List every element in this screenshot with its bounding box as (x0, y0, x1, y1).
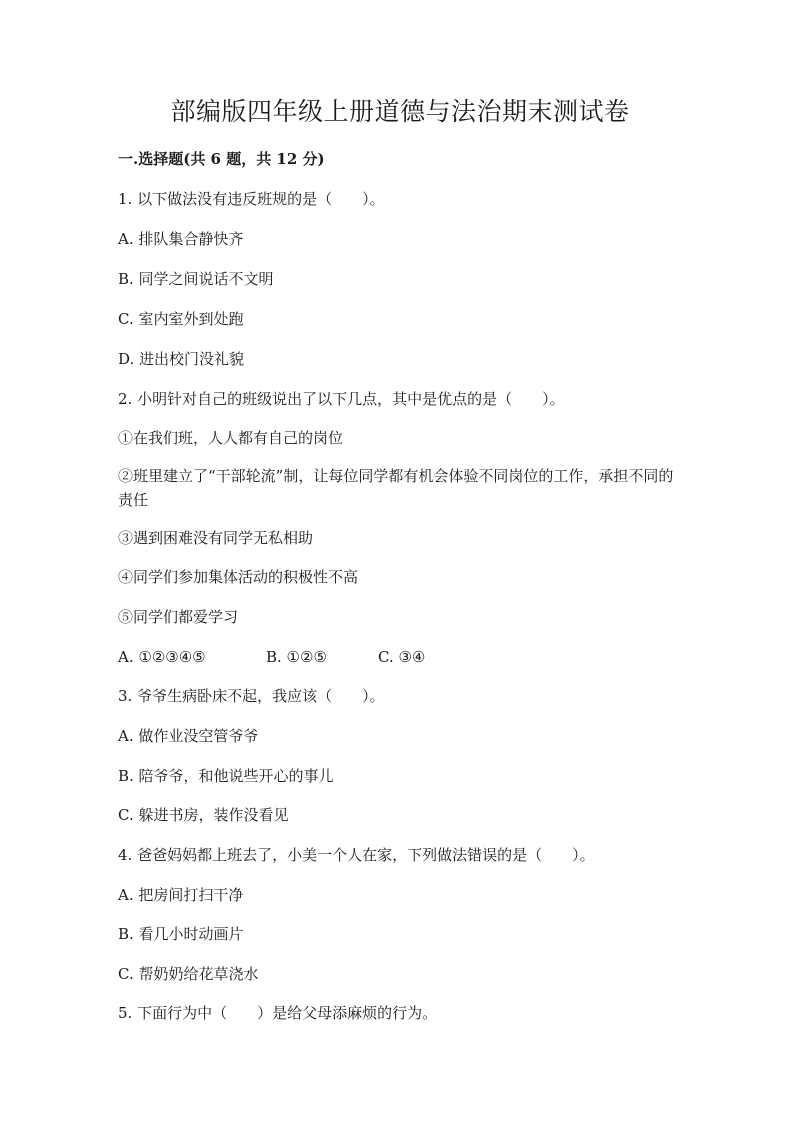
question-2-statement-2: ②班里建立了“干部轮流”制，让每位同学都有机会体验不同岗位的工作，承担不同的责任 (118, 467, 674, 509)
question-2-statement-1: ①在我们班，人人都有自己的岗位 (118, 429, 344, 447)
question-2-option-b: B. ①②⑤ (266, 648, 327, 666)
question-2-statement-5: ⑤同学们都爱学习 (118, 608, 239, 626)
question-1-option-c: C. 室内室外到处跑 (118, 310, 244, 328)
question-1-option-b: B. 同学之间说话不文明 (118, 270, 274, 288)
question-2-option-a: A. ①②③④⑤ (118, 648, 206, 666)
question-1-stem: 1. 以下做法没有违反班规的是（ ）。 (118, 190, 385, 208)
question-2-stem: 2. 小明针对自己的班级说出了以下几点，其中是优点的是（ ）。 (118, 390, 565, 408)
question-3-option-b: B. 陪爷爷，和他说些开心的事儿 (118, 767, 334, 785)
section-heading: 一.选择题(共 6 题，共 12 分) (118, 150, 325, 168)
question-2-statement-4: ④同学们参加集体活动的积极性不高 (118, 568, 359, 586)
question-4-option-b: B. 看几小时动画片 (118, 925, 244, 943)
question-2-option-c: C. ③④ (378, 648, 426, 666)
question-4-option-a: A. 把房间打扫干净 (118, 886, 244, 904)
question-4-option-c: C. 帮奶奶给花草浇水 (118, 965, 259, 983)
question-3-stem: 3. 爷爷生病卧床不起，我应该（ ）。 (118, 687, 385, 705)
question-5-stem: 5. 下面行为中（ ）是给父母添麻烦的行为。 (118, 1004, 438, 1022)
page-title: 部编版四年级上册道德与法治期末测试卷 (170, 97, 630, 126)
question-1-option-a: A. 排队集合静快齐 (118, 230, 244, 248)
question-4-stem: 4. 爸爸妈妈都上班去了，小美一个人在家，下列做法错误的是（ ）。 (118, 846, 595, 864)
question-3-option-c: C. 躲进书房，装作没看见 (118, 806, 289, 824)
question-3-option-a: A. 做作业没空管爷爷 (118, 727, 259, 745)
question-2-statement-3: ③遇到困难没有同学无私相助 (118, 529, 314, 547)
question-1-option-d: D. 进出校门没礼貌 (118, 350, 245, 368)
